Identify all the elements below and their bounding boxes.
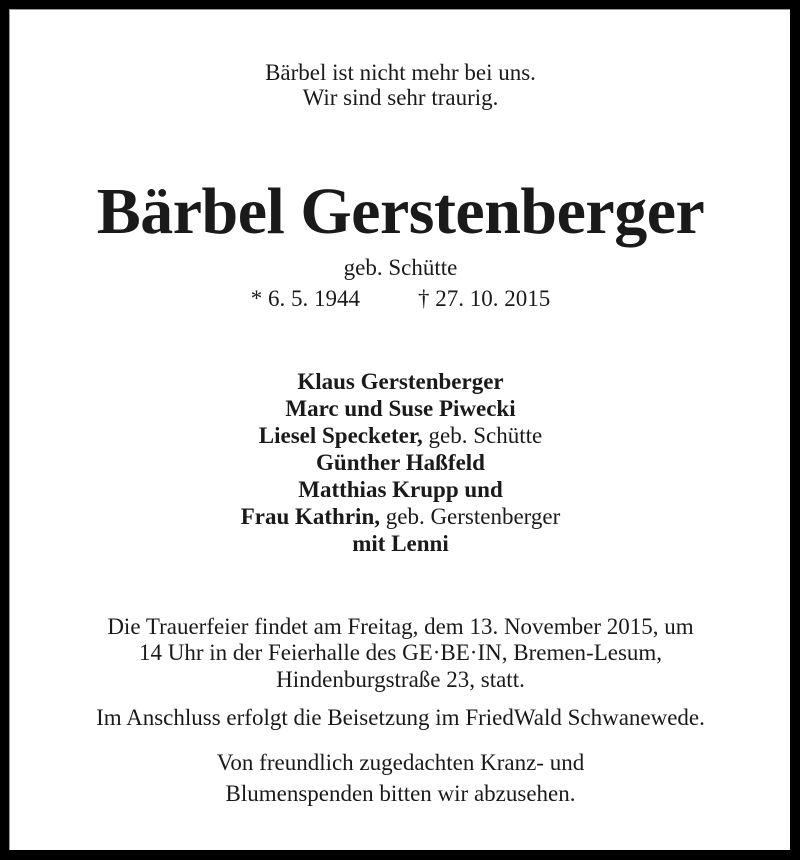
intro-line-1: Bärbel ist nicht mehr bei uns. [265, 60, 536, 85]
mourner-name: Liesel Specketer, [258, 423, 423, 448]
mourner [10, 530, 791, 557]
obituary-notice [9, 9, 790, 850]
mourner-name: Frau Kathrin, [240, 504, 380, 529]
life-dates [10, 285, 791, 312]
mourner-note: geb. Schütte [422, 423, 543, 448]
birth-date: * 6. 5. 1944 [250, 286, 360, 311]
mourner-name: Günther Haßfeld [316, 450, 485, 475]
mourner [10, 449, 791, 476]
mourner-name: Klaus Gerstenberger [297, 369, 504, 394]
mourner-note: geb. Gerstenberger [379, 504, 561, 529]
mourner [10, 368, 791, 395]
mourner [10, 503, 791, 530]
funeral-line-1: Die Trauerfeier findet am Freitag, dem 13. November 2015, um [107, 614, 694, 639]
flowers-line-1: Von freundlich zugedachten Kranz- und [216, 750, 585, 775]
death-date: † 27. 10. 2015 [418, 286, 551, 311]
intro-line-2: Wir sind sehr traurig. [302, 85, 499, 110]
mourner-name: mit Lenni [352, 531, 449, 556]
mourner [10, 395, 791, 422]
burial-info: Im Anschluss erfolgt die Beisetzung im FriedWald Schwanewede. [96, 705, 705, 730]
mourner [10, 476, 791, 503]
funeral-line-3: Hindenburgstraße 23, statt. [276, 667, 525, 692]
flowers-line-2: Blumenspenden bitten wir abzusehen. [225, 781, 576, 806]
funeral-line-2: 14 Uhr in der Feierhalle des GE·BE·IN, Bremen-Lesum, [138, 640, 663, 665]
mourner-name: Matthias Krupp und [298, 477, 503, 502]
birth-name: geb. Schütte [343, 255, 458, 280]
mourner [10, 422, 791, 449]
mourner-name: Marc und Suse Piwecki [285, 396, 516, 421]
deceased-name: Bärbel Gerstenberger [96, 175, 705, 248]
